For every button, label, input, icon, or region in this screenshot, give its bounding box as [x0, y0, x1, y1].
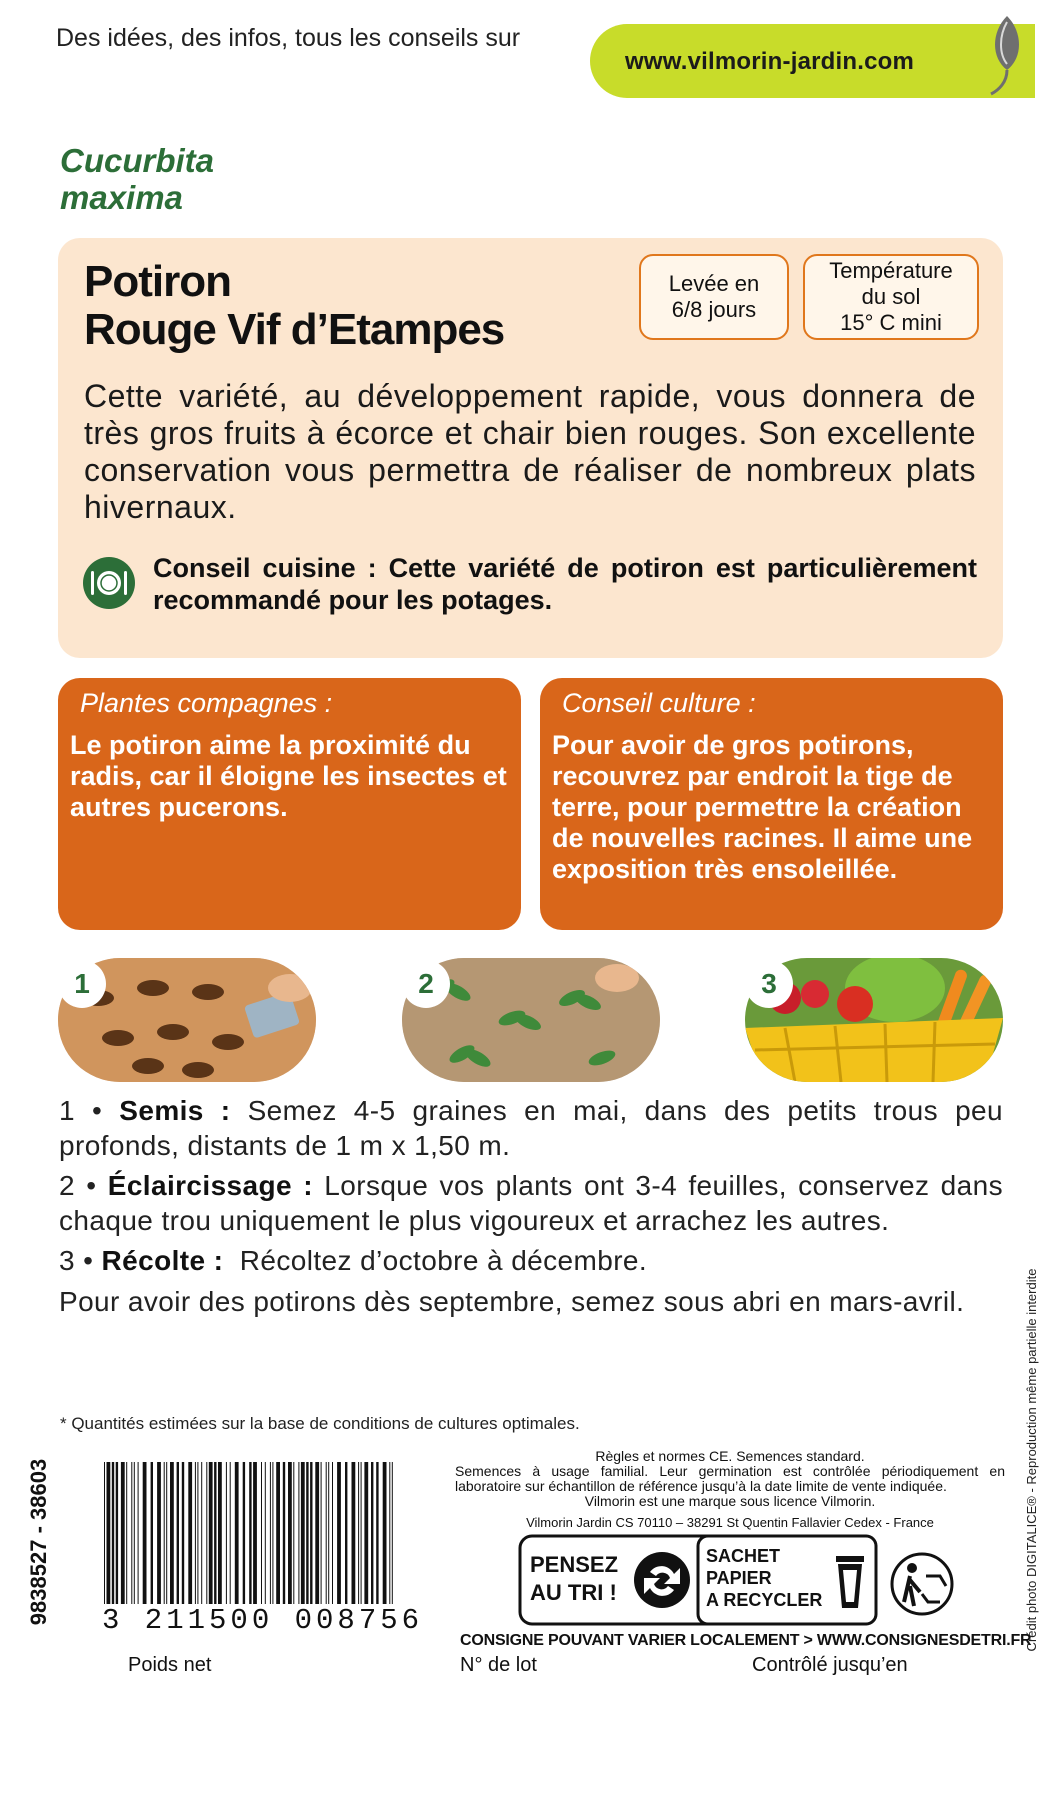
barcode-bar — [226, 1462, 227, 1612]
barcode-number: 3 211500 008756 — [102, 1604, 424, 1637]
companion-plants-heading: Plantes compagnes : — [80, 688, 333, 718]
lot-number-label: N° de lot — [460, 1654, 537, 1676]
step-number-2: 2 — [402, 960, 450, 1008]
barcode-bar — [206, 1462, 207, 1612]
product-title-line2: Rouge Vif d’Etampes — [84, 305, 505, 354]
step-2: 2 • Éclaircissage : Lorsque vos plants ont 3-4 feuilles, conservez dans chaque trou uniquement le plus vigoureux et arrachez les autres. — [59, 1170, 1003, 1236]
step-3: 3 • Récolte : Récoltez d’octobre à décembre. — [59, 1245, 648, 1276]
step-1-label: Semis : — [119, 1095, 231, 1126]
barcode-bar — [376, 1462, 378, 1612]
barcode-bar — [121, 1462, 125, 1612]
barcode-bar — [214, 1462, 216, 1612]
barcode-bar — [270, 1462, 271, 1612]
barcode-bar — [288, 1462, 292, 1612]
barcode-bar — [361, 1462, 362, 1612]
barcode-bar — [138, 1462, 139, 1612]
barcode-bar — [315, 1462, 319, 1612]
barcode-bar — [131, 1462, 132, 1612]
barcode-bar — [230, 1462, 231, 1612]
regulatory-line-2: Semences à usage familial. Leur germination est contrôlée périodiquement en laboratoire sur échantillon de référence jusqu’à la date limite de vente indiquée. — [455, 1463, 1005, 1494]
regulatory-text — [455, 1449, 1005, 1530]
regulatory-line-4: Vilmorin Jardin CS 70110 – 38291 St Quentin Fallavier Cedex - France — [526, 1515, 934, 1530]
extra-tip: Pour avoir des potirons dès septembre, semez sous abri en mars-avril. — [59, 1285, 965, 1317]
barcode-bar — [310, 1462, 312, 1612]
barcode-bar — [301, 1462, 305, 1612]
barcode-bar — [164, 1462, 165, 1612]
barcode-bar — [265, 1462, 266, 1612]
barcode-bar — [235, 1462, 239, 1612]
product-title — [84, 258, 504, 354]
step-number-1: 1 — [58, 960, 106, 1008]
control-date-label: Contrôlé jusqu’en — [752, 1654, 908, 1676]
barcode-bar — [389, 1462, 390, 1612]
website-link[interactable]: www.vilmorin-jardin.com — [625, 48, 915, 75]
step-2-text: Lorsque vos plants ont 3-4 feuilles, conservez dans chaque trou uniquement le plus vigoureux et arrachez les autres. — [59, 1170, 1003, 1236]
barcode-bar — [143, 1462, 147, 1612]
barcode-bar — [166, 1462, 167, 1612]
barcode-bar — [306, 1462, 308, 1612]
barcode-bar — [371, 1462, 373, 1612]
recycle-arrows-icon — [634, 1552, 690, 1608]
barcode-bar — [195, 1462, 196, 1612]
step-3-text: Récoltez d’octobre à décembre. — [223, 1245, 648, 1276]
barcode-bar — [209, 1462, 213, 1612]
regulatory-line-3: Vilmorin est une marque sous licence Vilmorin. — [584, 1493, 876, 1509]
vertical-product-code-text: 9838527 - 38603 — [26, 1458, 51, 1626]
barcode-bar — [283, 1462, 285, 1612]
step-1-text: Semez 4-5 graines en mai, dans des petits trous peu profonds, distants de 1 m x 1,50 m. — [59, 1095, 1003, 1161]
step-2-label: Éclaircissage : — [107, 1170, 313, 1201]
barcode-bar — [253, 1462, 257, 1612]
germination-badge-line1: Levée en — [668, 271, 760, 296]
product-title-line1: Potiron — [84, 257, 231, 306]
variety-description: Cette variété, au développement rapide, vous donnera de très gros fruits à écorce et chair bien rouges. Son excellente conservation vous permettra de réaliser de nombreux plats hivernaux. — [84, 378, 976, 525]
recycling-info-block — [518, 1534, 878, 1626]
barcode-bar — [134, 1462, 135, 1612]
barcode-bar — [298, 1462, 299, 1612]
barcode-bar — [188, 1462, 192, 1612]
au-tri-text: AU TRI ! — [530, 1580, 617, 1605]
germination-badge — [639, 254, 789, 340]
barcode-bar — [116, 1462, 118, 1612]
barcode-bar — [261, 1462, 262, 1612]
barcode-bar — [383, 1462, 387, 1612]
plate-cutlery-icon — [82, 556, 136, 610]
barcode-bar — [364, 1462, 368, 1612]
culture-advice-text: Pour avoir de gros potirons, recouvrez par endroit la tige de terre, pour permettre la création de nouvelles racines. Il aime une exposition très ensoleillée. — [552, 730, 973, 884]
culture-advice-heading: Conseil culture : — [562, 688, 756, 718]
temperature-badge-line2: du sol — [861, 284, 921, 309]
barcode-bar — [249, 1462, 251, 1612]
pensez-text: PENSEZ — [530, 1552, 619, 1577]
step-1: 1 • Semis : Semez 4-5 graines en mai, dans des petits trous peu profonds, distants de 1 m x 1,50 m. — [59, 1095, 1003, 1161]
cooking-tip: Conseil cuisine : Cette variété de potiron est particulièrement recommandé pour les potages. — [153, 553, 977, 615]
recycler-text: A RECYCLER — [706, 1590, 823, 1610]
barcode-bar — [392, 1462, 393, 1612]
barcode-bar — [276, 1462, 280, 1612]
barcode-bar — [321, 1462, 322, 1612]
barcode-bar — [358, 1462, 359, 1612]
latin-name-species: maxima — [60, 179, 183, 216]
barcode-bar — [345, 1462, 347, 1612]
barcode-bar — [218, 1462, 222, 1612]
companion-plants-text: Le potiron aime la proximité du radis, car il éloigne les insectes et autres pucerons. — [70, 730, 507, 822]
net-weight-label: Poids net — [128, 1654, 212, 1676]
photo-credit — [1018, 1260, 1048, 1660]
barcode-bar — [272, 1462, 273, 1612]
cultivation-steps — [59, 1094, 1003, 1325]
regulatory-line-1: Règles et normes CE. Semences standard. — [595, 1448, 865, 1464]
barcode-bar — [126, 1462, 127, 1612]
barcode-bar — [170, 1462, 174, 1612]
temperature-badge-line3: 15° C mini — [840, 310, 942, 335]
barcode-bar — [197, 1462, 198, 1612]
barcode-bar — [352, 1462, 356, 1612]
papier-text: PAPIER — [706, 1568, 772, 1588]
footnote: * Quantités estimées sur la base de conditions de cultures optimales. — [60, 1414, 580, 1433]
barcode-bar — [157, 1462, 161, 1612]
photo-credit-text: Crédit photo DIGITALICE® - Reproduction même partielle interdite — [1024, 1268, 1039, 1652]
germination-badge-line2: 6/8 jours — [671, 297, 757, 322]
latin-name — [60, 142, 214, 216]
header-tagline: Des idées, des infos, tous les conseils sur — [56, 24, 521, 52]
barcode-bar — [182, 1462, 184, 1612]
temperature-badge-line1: Température — [829, 258, 953, 283]
barcode-bar — [177, 1462, 179, 1612]
latin-name-genus: Cucurbita — [60, 142, 215, 179]
triman-logo-icon — [888, 1546, 956, 1622]
temperature-badge — [803, 254, 979, 340]
step-number-3: 3 — [745, 960, 793, 1008]
sachet-text: SACHET — [706, 1546, 781, 1566]
barcode-bar — [243, 1462, 245, 1612]
consigne-text: CONSIGNE POUVANT VARIER LOCALEMENT > WWW.CONSIGNESDETRI.FR — [460, 1632, 1032, 1649]
barcode-bar — [293, 1462, 294, 1612]
barcode-bar — [337, 1462, 341, 1612]
barcode-bar — [201, 1462, 202, 1612]
barcode-bar — [151, 1462, 153, 1612]
vertical-product-code — [6, 1432, 66, 1652]
vilmorin-leaf-logo-icon — [985, 12, 1029, 98]
step-3-label: Récolte : — [101, 1245, 224, 1276]
